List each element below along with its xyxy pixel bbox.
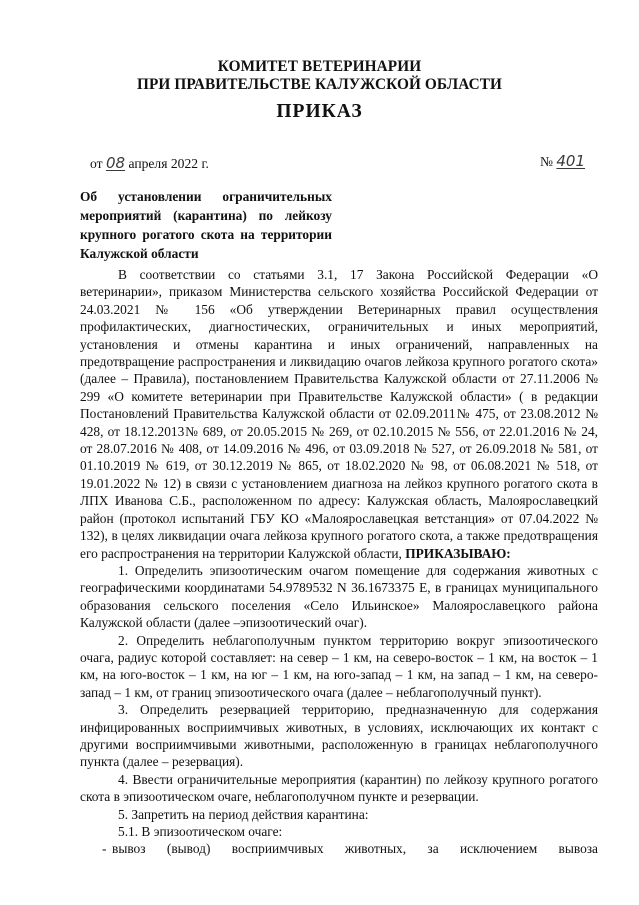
subject-line: Калужской области	[80, 246, 199, 261]
number-value-handwritten: 401	[556, 152, 586, 170]
bullet-dash: -	[102, 841, 107, 857]
command-word: ПРИКАЗЫВАЮ:	[405, 545, 511, 561]
number-prefix: №	[540, 154, 553, 169]
preamble-paragraph	[80, 266, 598, 562]
item-5: 5. Запретить на период действия карантина:	[118, 806, 369, 822]
subject-line: Об установлении ограничительных	[80, 189, 332, 204]
committee-name: КОМИТЕТ ВЕТЕРИНАРИИ	[217, 58, 422, 75]
bullet-text: вывоз (вывод) восприимчивых животных, за исключением вывоза	[112, 841, 598, 857]
government-name: ПРИ ПРАВИТЕЛЬСТВЕ КАЛУЖСКОЙ ОБЛАСТИ	[136, 76, 503, 93]
date-prefix: от	[90, 156, 103, 171]
item-3: 3. Определить резервацией территорию, предназначенную для содержания инфицированных восприимчивых животных, в условиях, исключающих их контакт с другими восприимчивыми животными, расположенную в границах неблагополучного пункта (далее – резервация).	[80, 702, 598, 770]
subject-line: мероприятий (карантина) по лейкозу	[80, 208, 332, 223]
order-date	[90, 154, 209, 172]
subject-line: крупного рогатого скота на территории	[80, 227, 332, 242]
order-number	[540, 152, 585, 170]
preamble-text: В соответствии со статьями 3.1, 17 Закона Российской Федерации «О ветеринарии», приказом Министерства сельского хозяйства Российской Федерации от 24.03.2021 № 156 «Об утверждении Ветеринарных правил осуществления профилактических, диагностических, ограничительных и иных мероприятий, установления и отмены карантина и иных ограничений, направленных на предотвращение распространения и ликвидацию очагов лейкоза крупного рогатого скота» (далее – Правила), постановлением Правительства Калужской области от 27.11.2006 № 299 «О комитете ветеринарии при Правительстве Калужской области» ( в редакции Постановлений Правительства Калужской области от 02.09.2011№ 475, от 23.08.2012 № 428, от 18.12.2013№ 689, от 20.05.2015 № 269, от 02.10.2015 № 556, от 22.01.2016 № 24, от 28.07.2016 № 408, от 14.09.2016 № 496, от 03.09.2018 № 527, от 26.09.2018 № 581, от 01.10.2019 № 619, от 30.12.2019 № 865, от 18.02.2020 № 98, от 06.08.2021 № 518, от 19.01.2022 № 12) в связи с установлением диагноза на лейкоз крупного рогатого скота в ЛПХ Иванова С.Б., расположенном по адресу: Калужская область, Малоярославецкий район (протокол испытаний ГБУ КО «Малоярославецкая ветстанция» от 07.04.2022 № 132), в целях ликвидации очага лейкоза крупного рогатого скота, а также предотвращения его распространения на территории Калужской области,	[80, 267, 598, 561]
item-1: 1. Определить эпизоотическим очагом помещение для содержания животных с географическими координатами 54.9789532 N 36.1673375 E, в границах муниципального образования сельского поселения «Село Ильинское» Малоярославецкого района Калужской области (далее –эпизоотический очаг).	[80, 562, 598, 631]
order-subject	[80, 187, 332, 263]
date-day-handwritten: 08	[105, 154, 126, 172]
item-2: 2. Определить неблагополучным пунктом территорию вокруг эпизоотического очага, радиус которой составляет: на север – 1 км, на северо-восток – 1 км, на восток – 1 км, на юго-восток – 1 км, на юг – 1 км, на юго-запад – 1 км, на запад – 1 км, на северо-запад – 1 км, от границ эпизоотического очага (далее – неблагополучный пункт).	[80, 632, 598, 700]
document-title: ПРИКАЗ	[276, 101, 363, 122]
order-body	[80, 266, 598, 858]
item-4: 4. Ввести ограничительные мероприятия (карантин) по лейкозу крупного рогатого скота в эпизоотическом очаге, неблагополучном пункте и резервации.	[80, 771, 598, 805]
bullet-item	[80, 840, 598, 857]
item-5-1: 5.1. В эпизоотическом очаге:	[118, 824, 283, 839]
date-rest: апреля 2022 г.	[128, 156, 209, 171]
